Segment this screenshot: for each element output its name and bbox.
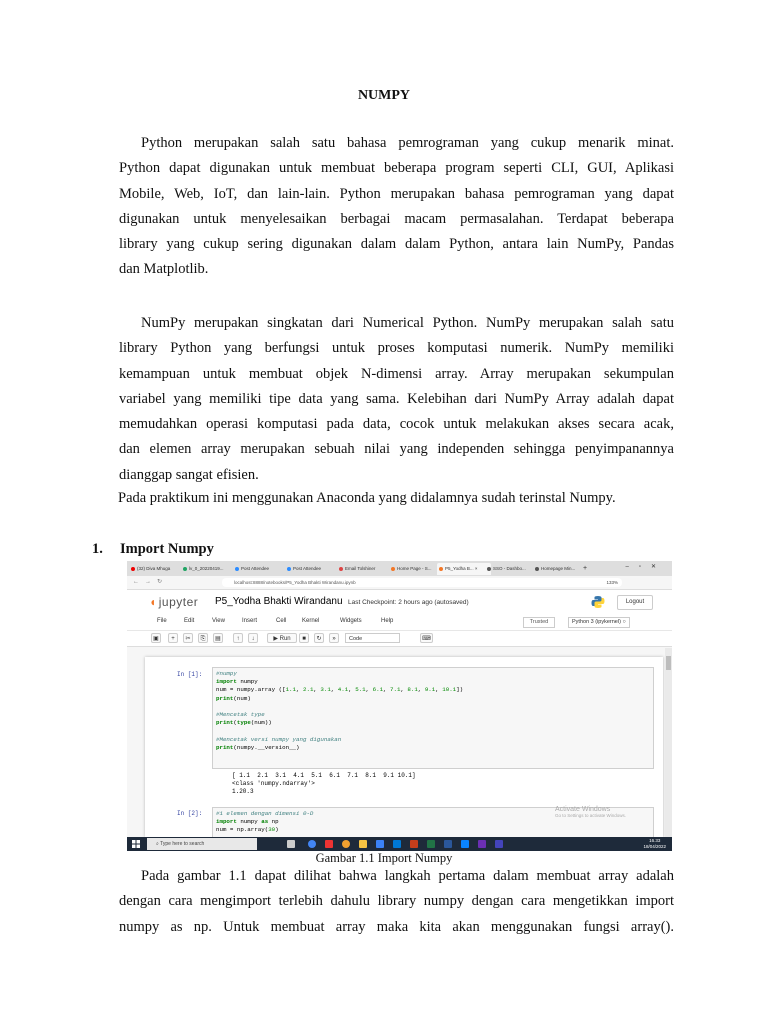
menu-widgets[interactable]: Widgets <box>340 618 362 624</box>
browser-tab[interactable] <box>233 563 291 575</box>
paragraph-line: dianggap sangat efisien. <box>119 466 259 483</box>
menu-view[interactable]: View <box>212 618 225 624</box>
paragraph-line: dengan cara mengimport terlebih dahulu library numpy dengan cara mengetikkan import <box>119 893 674 910</box>
taskbar-search-input[interactable]: ⌕ Type here to search <box>147 838 257 850</box>
tab-label: Email Tolshiner <box>345 566 376 571</box>
keyboard-icon[interactable]: ⌨ <box>420 633 433 643</box>
excel-icon[interactable] <box>427 840 435 848</box>
move-down-icon[interactable]: ↓ <box>248 633 258 643</box>
paragraph-line: Mobile, Web, IoT, dan lain-lain. Python merupakan bahasa pemrograman yang dapat <box>119 185 674 202</box>
browser-tab[interactable] <box>181 563 239 575</box>
task-view-icon[interactable] <box>287 840 295 848</box>
tab-label: Homepage Min... <box>541 566 576 571</box>
logout-button[interactable]: Logout <box>617 595 653 610</box>
cell-prompt: In [2]: <box>177 810 203 817</box>
scrollbar-thumb[interactable] <box>666 656 671 670</box>
tab-label: Home Page - S... <box>397 566 432 571</box>
browser-tab[interactable] <box>389 563 443 575</box>
paragraph-line: variabel yang memiliki tipe data yang sama. Kelebihan dari NumPy Array adalah dapat <box>119 390 674 407</box>
zoom-level: 133% <box>606 580 618 585</box>
tab-label: (32) Diva Mhuga <box>137 566 171 571</box>
url-text: localhost:8888/notebooks/P5_Yodha Bhakti Wirandanu.ipynb <box>234 580 356 585</box>
search-icon: ⌕ <box>156 841 161 847</box>
paragraph-line: kemampuan untuk membuat objek N-dimensi array. Array merupakan sekumpulan <box>119 365 674 382</box>
tab-label: Post Attendee <box>293 566 322 571</box>
run-button[interactable]: ▶ Run <box>267 633 297 643</box>
chrome-icon[interactable] <box>308 840 316 848</box>
jupyter-screenshot <box>127 561 672 851</box>
section-title: Import Numpy <box>120 541 214 557</box>
app-icon[interactable] <box>478 840 486 848</box>
paragraph-explanation <box>119 864 674 940</box>
app-icon[interactable] <box>325 840 333 848</box>
jupyter-logo-icon: ◖ <box>149 595 157 609</box>
cell-type-select[interactable]: Code <box>345 633 400 643</box>
browser-tab[interactable] <box>533 563 589 575</box>
notebook-title[interactable]: P5_Yodha Bhakti Wirandanu <box>215 596 343 607</box>
restart-run-icon[interactable]: » <box>329 633 339 643</box>
browser-tab[interactable] <box>337 563 395 575</box>
scrollbar[interactable] <box>665 648 672 838</box>
url-field[interactable] <box>222 578 622 587</box>
window-controls[interactable]: –▫✕ <box>625 564 666 570</box>
paragraph-line: Python dapat digunakan untuk membuat beberapa program seperti CLI, GUI, Aplikasi <box>119 160 674 177</box>
jupyter-toolbar <box>127 631 672 647</box>
browser-tab[interactable] <box>485 563 539 575</box>
paragraph-line: library Python yang berfungsi untuk proses komputasi numerik. NumPy memiliki <box>119 340 674 357</box>
code-cell-1[interactable]: #numpy import numpy num = numpy.array ([1.1, 2.1, 3.1, 4.1, 5.1, 6.1, 7.1, 8.1, 9.1, 10.1]) print(num) #Mencetak type print(type(num)) #Mencetak versi numpy yang digunakan print(numpy.__version__) <box>212 667 654 769</box>
browser-tab-active[interactable] <box>437 563 491 575</box>
menu-edit[interactable]: Edit <box>184 618 195 624</box>
mail-icon[interactable] <box>393 840 401 848</box>
app-icon[interactable] <box>495 840 503 848</box>
tab-label: P5_Yodha B... × <box>445 566 478 571</box>
copy-icon[interactable]: ⎘ <box>198 633 208 643</box>
menu-file[interactable]: File <box>157 618 167 624</box>
restart-icon[interactable]: ↻ <box>314 633 324 643</box>
menu-insert[interactable]: Insert <box>242 618 258 624</box>
tab-label: Post Attendee <box>241 566 270 571</box>
browser-tab[interactable] <box>285 563 343 575</box>
paste-icon[interactable]: ▤ <box>213 633 223 643</box>
python-logo-icon <box>591 595 605 609</box>
paragraph-line: digunakan untuk menyelesaikan berbagai macam permasalahan. Terdapat beberapa <box>119 210 674 227</box>
menu-kernel[interactable]: Kernel <box>302 618 320 624</box>
jupyter-logo-text: jupyter <box>158 595 199 609</box>
taskbar-clock[interactable]: 16.33 18/04/2022 <box>643 838 666 849</box>
paragraph-line: Python merupakan salah satu bahasa pemrograman yang cukup menarik minat. <box>141 135 674 151</box>
paragraph-line: library yang cukup sering digunakan dalam dalam Python, antara lain NumPy, Pandas <box>119 236 674 253</box>
new-tab-button[interactable]: + <box>583 565 588 572</box>
powerpoint-icon[interactable] <box>410 840 418 848</box>
checkpoint-status: Last Checkpoint: 2 hours ago (autosaved) <box>348 599 469 606</box>
paragraph-line: dan elemen array merupakan sebuah nilai yang independen sehingga penyimpanannya <box>119 441 674 458</box>
windows-taskbar <box>127 837 672 851</box>
tab-label: SSO - Dashbo... <box>493 566 526 571</box>
kernel-indicator[interactable]: Python 3 (ipykernel) ○ <box>568 617 630 628</box>
jupyter-menubar <box>127 614 672 631</box>
paragraph-anaconda: Pada praktikum ini menggunakan Anaconda yang didalamnya sudah terinstal Numpy. <box>118 490 616 506</box>
word-icon[interactable] <box>444 840 452 848</box>
paragraph-line: dan Matplotlib. <box>119 261 209 278</box>
document-title: NUMPY <box>357 88 411 103</box>
cell-output-1: [ 1.1 2.1 3.1 4.1 5.1 6.1 7.1 8.1 9.1 10.1] <class 'numpy.ndarray'> 1.20.3 <box>232 772 416 796</box>
cell-prompt: In [1]: <box>177 671 203 678</box>
move-up-icon[interactable]: ↑ <box>233 633 243 643</box>
code-cell-2[interactable]: #1 elemen dengan dimensi 0-D import numpy as np num = np.array(30) <box>212 807 654 839</box>
menu-cell[interactable]: Cell <box>276 618 287 624</box>
paragraph-line: numpy as np. Untuk membuat array maka kita akan menggunakan fungsi array(). <box>119 918 674 935</box>
paragraph-line: Pada gambar 1.1 dapat dilihat bahwa langkah pertama dalam membuat array adalah <box>141 868 674 884</box>
jupyter-logo[interactable] <box>149 595 198 609</box>
activate-windows-watermark: Activate Windows Go to Settings to activate Windows. <box>555 806 627 818</box>
cut-icon[interactable]: ✂ <box>183 633 193 643</box>
stop-icon[interactable]: ■ <box>299 633 309 643</box>
section-heading <box>92 541 214 558</box>
add-cell-icon[interactable]: + <box>168 633 178 643</box>
paragraph-line: NumPy merupakan singkatan dari Numerical Python. NumPy merupakan salah satu <box>141 315 674 331</box>
file-explorer-icon[interactable] <box>359 840 367 848</box>
menu-help[interactable]: Help <box>381 618 394 624</box>
paragraph-line: memudahkan operasi komputasi pada data, cocok untuk melakukan akses secara acak, <box>119 416 674 433</box>
address-bar <box>127 576 672 590</box>
nav-buttons[interactable]: ←→↻ <box>133 579 169 585</box>
jupyter-header <box>127 590 672 614</box>
vscode-icon[interactable] <box>461 840 469 848</box>
figure-caption: Gambar 1.1 Import Numpy <box>315 851 453 865</box>
tab-label: lv_0_20220419... <box>189 566 224 571</box>
paragraph-numpy-intro <box>119 311 674 488</box>
paragraph-python-intro <box>119 131 674 283</box>
store-icon[interactable] <box>376 840 384 848</box>
trusted-indicator[interactable]: Trusted <box>523 617 555 628</box>
firefox-icon[interactable] <box>342 840 350 848</box>
run-label: Run <box>279 636 291 642</box>
windows-start-icon[interactable] <box>132 840 140 848</box>
browser-tab[interactable] <box>129 563 187 575</box>
browser-tab-bar <box>127 561 672 576</box>
section-number: 1. <box>92 541 103 557</box>
save-icon[interactable]: ▣ <box>151 633 161 643</box>
